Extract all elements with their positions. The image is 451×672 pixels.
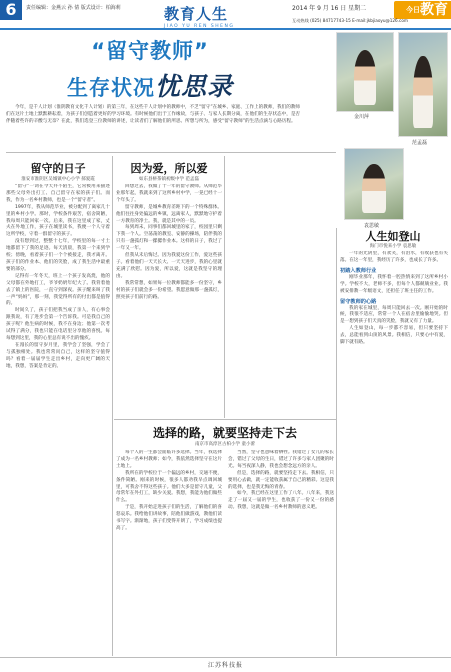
article-3-body	[340, 251, 448, 656]
footer-divider	[0, 657, 451, 658]
teacher-photo-1	[336, 32, 394, 112]
main-headline	[0, 35, 300, 103]
article-4-paragraph: 每个人的一生都会面临许多选择。当年，我选择了成为一名乡村教师；如今，我依然选择坚守在这片土地上。	[116, 450, 222, 469]
article-3-title: 人生如登山	[365, 230, 421, 243]
article-4-paragraph: 但是，选择的路，就要坚持走下去。我相信，只要用心去做，就一定能收获属于自己的精彩。这是我的选择，也是我无悔的青春。	[228, 470, 334, 490]
article-4-byline: 南京市高淳区古柏小学 童小蕾	[195, 442, 255, 447]
headline-line-1: “留守教师”	[91, 39, 209, 63]
article-2-body	[116, 184, 222, 416]
divider-col-2	[224, 156, 225, 418]
article-2-paragraph: 但我从未后悔过。因为我爱这份工作，爱这些孩子。看着他们一天天长大、一天天进步，我的心里就充满了欣慰。因为爱，所以爱，这就是我坚守的理由。	[116, 253, 222, 279]
article-1-paragraph: 在漫长的留守岁月里，我学会了坚强，学会了与孤独相处。我也常常问自己，这样的坚守值得吗？看着一届届学生走出乡村，走向更广阔的天地，我想，答案是肯定的。	[6, 342, 110, 369]
masthead-small: 今日	[406, 6, 420, 14]
article-2-paragraph: 每到周末，同事们都回城里的家了，校园里只剩下我一个人。空荡荡的教室、安静的操场，陪伴我的只有一盏孤灯和一摞摞作业本。这样的日子，我过了一年又一年。	[116, 225, 222, 252]
article-2-paragraph: 回想过去，我做了十一年的留守教师。从师范毕业那年起，我就来到了这所乡村中学，一晃已经十一个年头了。	[116, 184, 222, 203]
column-title: 教育人生	[164, 5, 229, 23]
article-1-paragraph: 记得有一年冬天，班上一个孩子发高烧，他的父母都在外地打工，爷爷奶奶年纪大了。我背着他去了镇上的医院，一直守到深夜。孩子醒来叫了我一声“妈妈”，那一刻，我觉得所有的付出都是值得的。	[6, 273, 110, 307]
article-4-body-right	[228, 450, 334, 656]
page-number: 6	[0, 0, 22, 20]
article-3-byline: 海门市悦来小学 袁思敏	[369, 244, 417, 249]
headline-accent: 忧思录	[154, 72, 233, 101]
article-4-paragraph: 当然，坚守也意味着牺牲。我错过了女儿的家长会，错过了父母的生日，错过了许多与家人团聚的时光。每当夜深人静，我也会想念远方的亲人。	[228, 450, 334, 469]
divider-intro	[6, 152, 336, 153]
article-2-byline: 如东县栟茶镇初级中学 范孟磊	[139, 177, 199, 182]
article-3-paragraph: 刚毕业那年，我怀着一腔热情来到了这所乡村小学。学校不大，老师不多，但每个人都兢兢业业。我被安排教一年级语文，还担任了班主任的工作。	[340, 274, 448, 294]
article-2-title: 因为爱，所以爱	[130, 162, 208, 175]
headline-line-2-prefix: 生存状况	[66, 76, 155, 100]
article-4-paragraph: 我所在的学校位于一个偏远的乡村，交通不便，条件简陋。刚来的时候，很多人都劝我早点调回城里，可我舍不得这些孩子。他们大多是留守儿童，父母常年在外打工，缺少关爱。我想，我能为他们做些什么。	[116, 470, 222, 504]
masthead-text: 教育	[420, 2, 448, 18]
column-title-block	[164, 3, 234, 29]
article-1-byline: 淮安市淮阴区吴城镇中心小学 郝爱霞	[21, 177, 95, 182]
headline-line-2	[0, 67, 300, 103]
divider-col-1	[112, 156, 113, 656]
article-4-paragraph: 于是，我开始走进孩子们的生活，了解他们的喜怒哀乐。我给他们讲故事，陪他们做游戏，教他们读书写字。渐渐地，孩子们变得开朗了，学习成绩也提高了。	[116, 505, 222, 531]
date-line: 2014 年 9 月 16 日 星期二	[292, 5, 367, 12]
article-4-title: 选择的路，就要坚持走下去	[152, 426, 297, 440]
page-header	[0, 0, 451, 30]
article-1-paragraph: 1997年，我从师范毕业，被分配到了离家几十里的乡村小学。那时，学校条件艰苦，宿舍简陋，我每周只能回家一次。后来，我在这里成了家，丈夫在外地工作，孩子在城里读书，我便一个人守着这所学校，守着一群留守的孩子。	[6, 204, 110, 238]
photo-3-caption: 袁思敏	[364, 223, 380, 229]
article-3-subhead: 留守教师的心路	[340, 298, 377, 305]
intro-paragraph: 今年，是千人计划（淮阴教育文化千人计划）的第三年，在这些千人计划中的教师中，不乏“留守”在城乡、家庭、工作上的教师，我们的教师们在这片土地上默默耕耘着，为孩子们创造着更好的学习环境。有时候他们出于工作缘故，与孩子、与家人长期分离，在他们的生存状态中，是否伴随着些许的辛酸与无奈？在此，我们选登三位教师的讲述，让读者们了解他们的所思、所想与所为，感受“留守教师”的生活点滴与心路历程。	[6, 105, 301, 124]
article-4-body-left	[116, 450, 222, 656]
article-2-paragraph: 我常常想，如果每一位教师都能多一份坚守，乡村的孩子们就会多一份希望。我愿意做那一盏孤灯，照亮孩子们前行的路。	[116, 280, 222, 300]
footer-paper-name: 江苏科技报	[207, 662, 243, 669]
contact-line: 互动热线 (025) 84717743-15 E-mail:jkbjiaoyu@126.com	[292, 18, 408, 23]
article-1-paragraph: 时间久了，孩子们把我当成了亲人，有心事会跟我说，有了进步会第一个告诉我。可是我自己的孩子呢？他生病的时候，我不在身边；他第一次考试得了满分，我也只能在电话里分享他的喜悦。每每想到这里，我的心里总有说不出的愧疚。	[6, 308, 110, 341]
article-4-paragraph: 如今，我已经在这里工作了八年。八年来，我送走了一届又一届的学生，也收获了一份又一份的感动。我想，这就是做一名乡村教师的意义吧。	[228, 491, 334, 511]
article-3-paragraph: 我的家在城里，每周只能回去一次。刚开始的时候，我很不适应，常常一个人在宿舍里偷偷地哭。但是一想到孩子们天真的笑脸，我就又有了力量。	[340, 305, 448, 325]
article-1-body	[6, 184, 110, 656]
teacher-photo-3	[344, 148, 404, 220]
divider-mid	[114, 419, 336, 420]
divider-col-3	[336, 228, 337, 656]
photo-2-caption: 范孟磊	[412, 140, 428, 146]
masthead-logo	[394, 1, 451, 19]
article-3-paragraph: 一年的光阴里，有欢笑，有泪水，有收获也有失落。在这一年里，我经历了许多，也成长了许多。	[340, 251, 448, 263]
article-1-title: 留守的日子	[30, 162, 86, 175]
photo-1-caption: 金川萍	[354, 114, 370, 120]
teacher-photo-2	[398, 32, 448, 137]
article-2-paragraph: 留守教师，是城乡教育差距下的一个特殊群体。他们往往身处偏远的乡镇，远离家人，默默地守护着一方教育的净土。我，就是其中的一员。	[116, 204, 222, 224]
column-pinyin: JIAO YU REN SHENG	[164, 24, 235, 29]
article-1-paragraph: “留守”一词在今天并不陌生，它常被用来描述那些父母外出打工、自己留守在家的孩子们。而我，作为一名乡村教师，也是一个“留守者”。	[6, 184, 110, 203]
editor-credits: 责任编辑：金燕云 孙 倩 版式设计：柏海莉	[26, 5, 121, 11]
article-3-subhead: 初踏入教师行业	[340, 267, 377, 274]
article-1-paragraph: 没有想到过，整整十七年，学校里的每一寸土地都留下了我的足迹。每天清晨，我第一个来到学校；傍晚，看着孩子们一个个被接走，我才离开。孩子们的作业本、他们的笑脸，成了我生活中最重要的部分。	[6, 239, 110, 272]
article-3-paragraph: 人生如登山，每一步都不容易，但只要坚持下去，总能看到山顶的风景。我相信，只要心中有爱，脚下就有路。	[340, 326, 448, 346]
